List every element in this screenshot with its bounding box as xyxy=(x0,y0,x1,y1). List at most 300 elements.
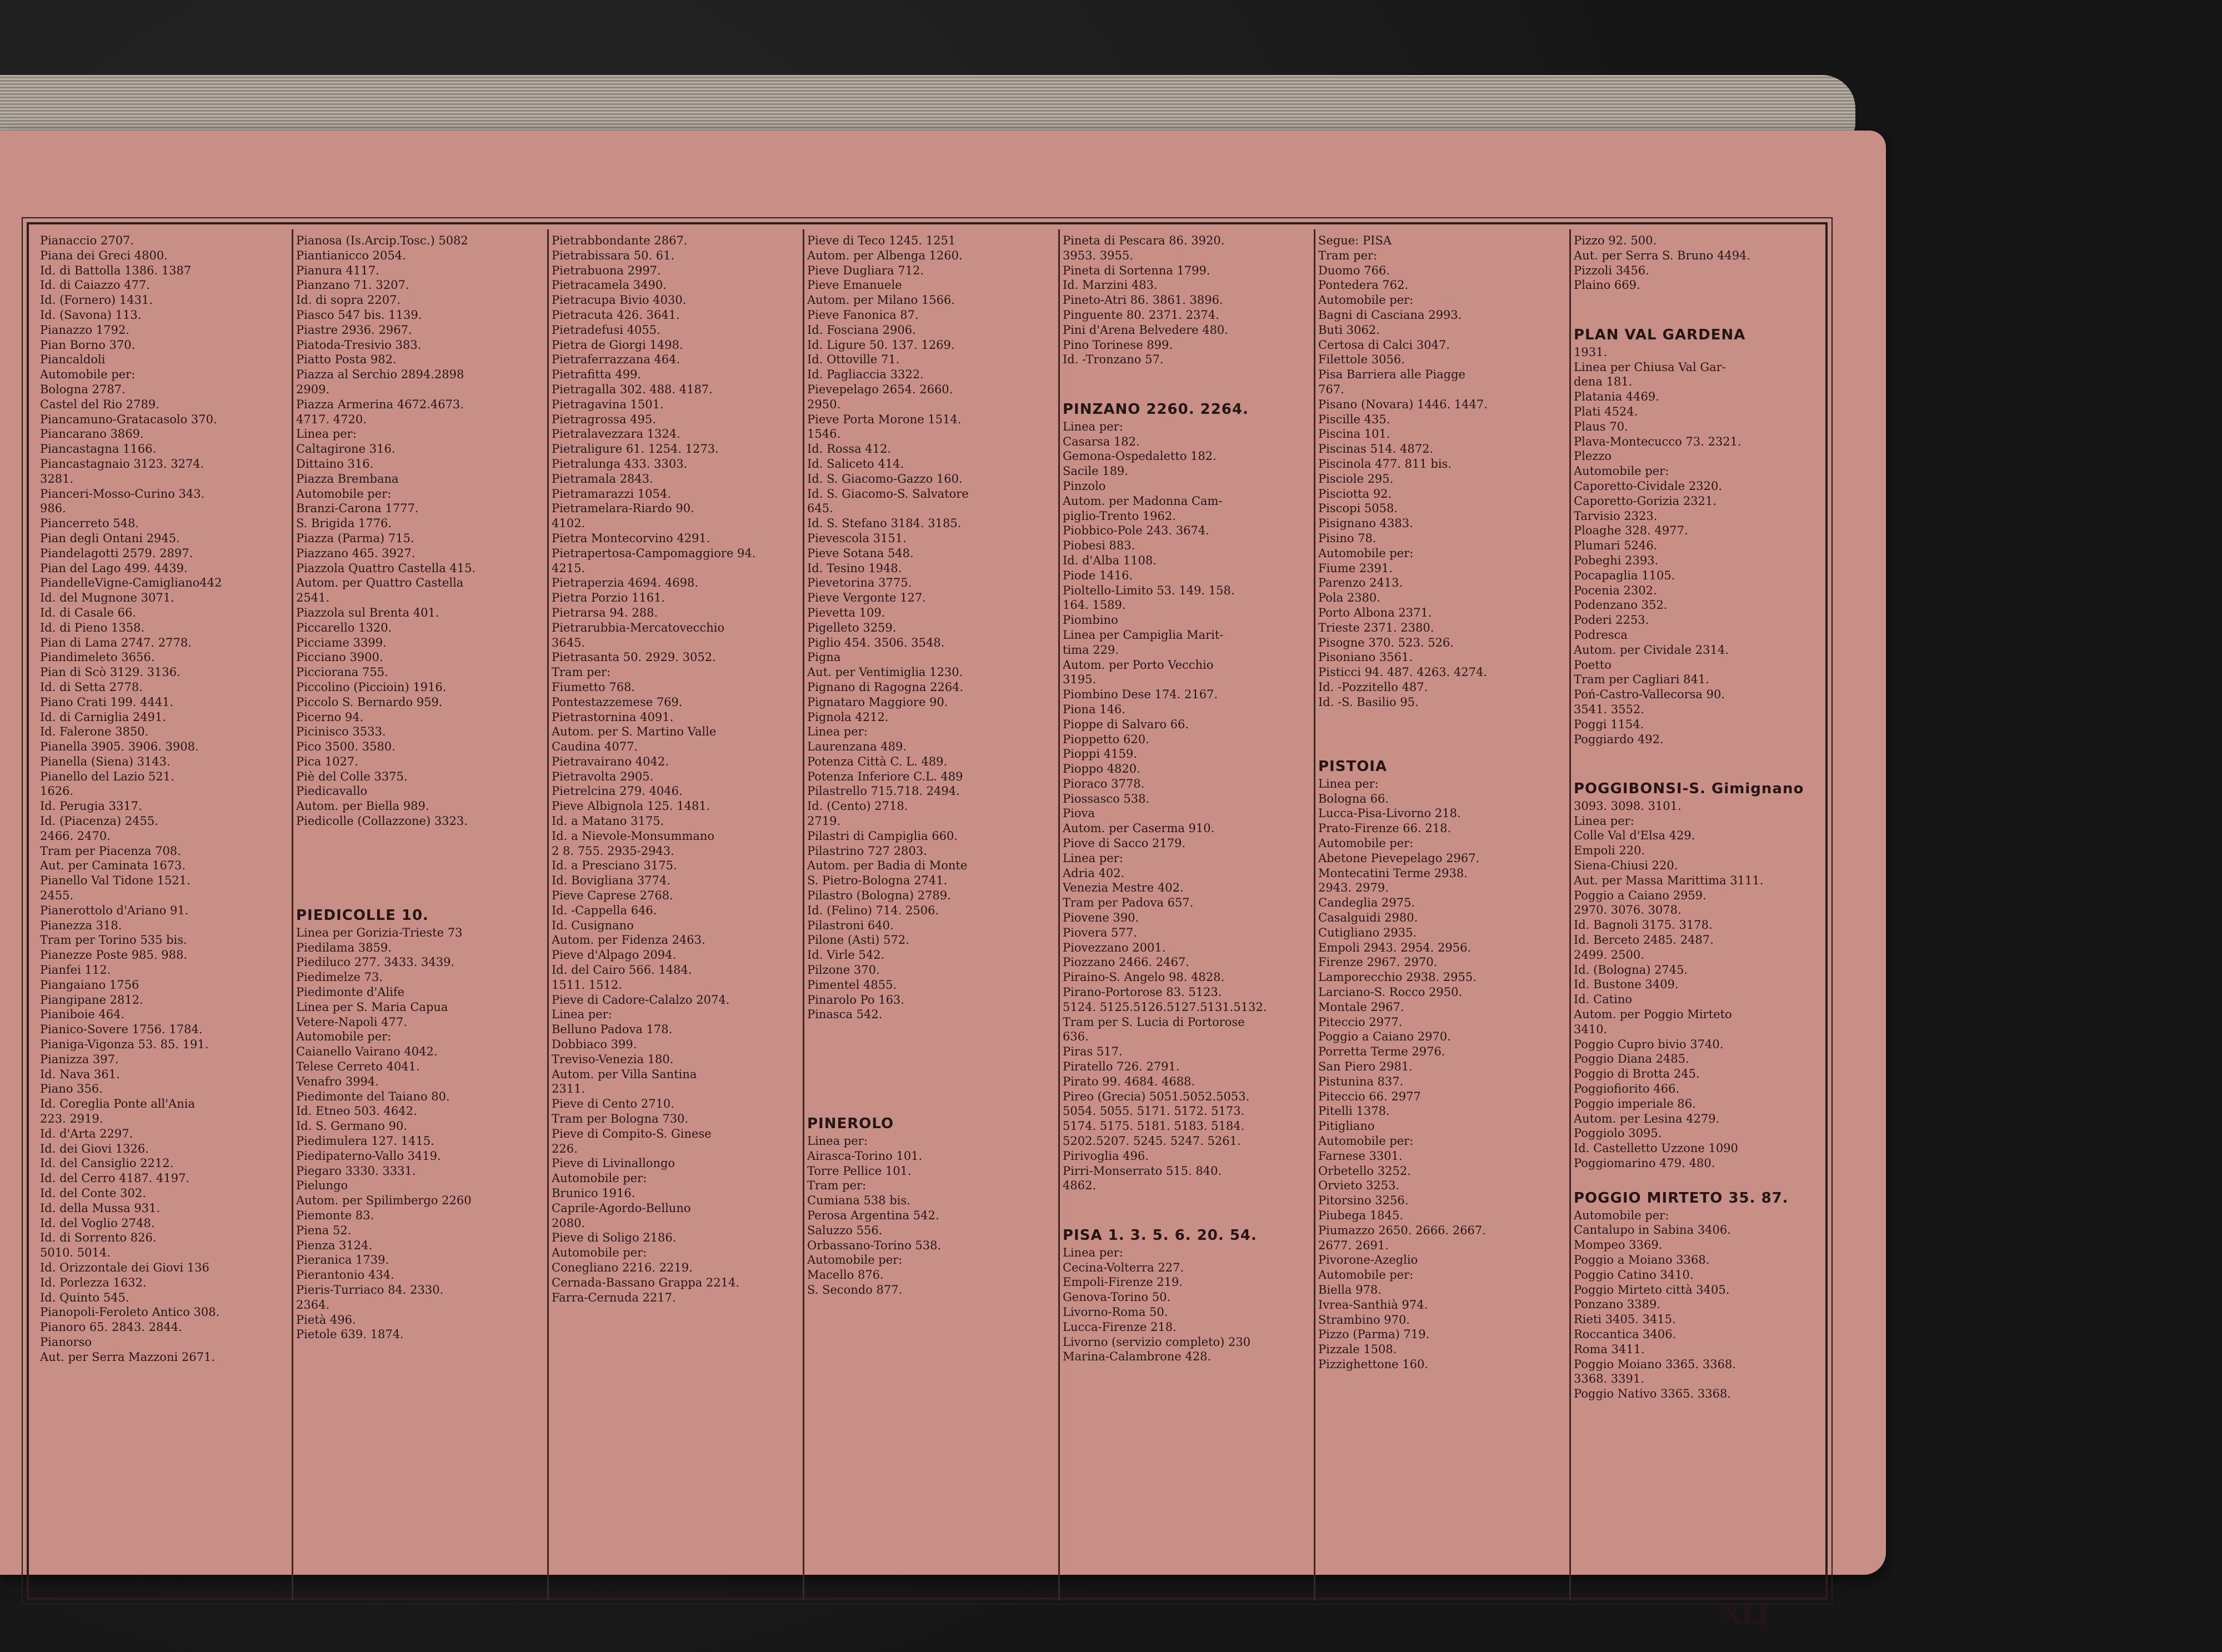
spacer xyxy=(296,844,545,859)
index-entry: Pioraco 3778. xyxy=(1063,777,1145,790)
index-entry: Pitelli 1378. xyxy=(1318,1104,1390,1118)
index-entry: Piozzano 2466. 2467. xyxy=(1063,955,1189,969)
index-entry: Tram per Cagliari 841. xyxy=(1574,673,1709,687)
index-entry: S. Pietro-Bologna 2741. xyxy=(807,874,948,888)
index-entry: Autom. per Villa Santina xyxy=(552,1067,697,1081)
index-entry: Picciame 3399. xyxy=(296,635,387,649)
index-entry: Poggio Catino 3410. xyxy=(1574,1268,1694,1281)
spacer xyxy=(807,1082,1056,1097)
index-entry: Pimentel 4855. xyxy=(807,978,897,992)
index-entry: 4215. xyxy=(552,561,585,575)
index-entry: Pietracamela 3490. xyxy=(552,278,667,292)
index-entry: Id. -S. Basilio 95. xyxy=(1318,695,1419,709)
index-entry: Pietrarubbia-Mercatovecchio xyxy=(552,620,725,634)
spacer xyxy=(1574,308,1823,323)
index-entry: Certosa di Calci 3047. xyxy=(1318,338,1450,352)
index-entry: 5010. 5014. xyxy=(40,1246,111,1260)
index-entry: Autom. per Badia di Monte xyxy=(807,859,968,873)
index-entry: Tram per Bologna 730. xyxy=(552,1112,689,1126)
index-entry: Piedimulera 127. 1415. xyxy=(296,1134,434,1148)
index-entry: Pontestazzemese 769. xyxy=(552,695,683,709)
index-entry: Piandimeleto 3656. xyxy=(40,650,155,664)
index-entry: Linea per Campiglia Marit- xyxy=(1063,628,1224,642)
index-entry: Pian di Scò 3129. 3136. xyxy=(40,665,181,679)
index-entry: 3368. 3391. xyxy=(1574,1372,1644,1386)
index-entry: Potenza Città C. L. 489. xyxy=(807,754,948,768)
index-entry: Pignataro Maggiore 90. xyxy=(807,695,948,709)
index-entry: Telese Cerreto 4041. xyxy=(296,1060,420,1074)
index-entry: Airasca-Torino 101. xyxy=(807,1149,923,1163)
index-entry: Linea per: xyxy=(1063,1245,1123,1259)
index-entry: Casarsa 182. xyxy=(1063,434,1140,448)
index-entry: Pianopoli-Feroleto Antico 308. xyxy=(40,1305,220,1319)
index-entry: Pievetorina 3775. xyxy=(807,576,912,590)
index-entry: 2080. xyxy=(552,1216,585,1230)
index-entry: Id. d'Alba 1108. xyxy=(1063,553,1157,567)
index-entry: Pietrapertosa-Campomaggiore 94. xyxy=(552,546,756,560)
index-entry: Linea per Gorizia-Trieste 73 xyxy=(296,925,463,939)
index-entry: Id. Nava 361. xyxy=(40,1067,120,1081)
index-entry: Id. Marzini 483. xyxy=(1063,278,1158,292)
index-entry: Id. (Fornero) 1431. xyxy=(40,293,153,307)
index-entry: Pocapaglia 1105. xyxy=(1574,568,1675,582)
index-entry: Aut. per Caminata 1673. xyxy=(40,859,186,873)
index-entry: Cecina-Volterra 227. xyxy=(1063,1260,1184,1274)
index-entry: Id. Falerone 3850. xyxy=(40,725,149,739)
index-entry: Pisano (Novara) 1446. 1447. xyxy=(1318,397,1488,411)
index-entry: Pianzano 71. 3207. xyxy=(296,278,409,292)
index-entry: Pieve di Compito-S. Ginese xyxy=(552,1127,712,1140)
index-entry: Automobile per: xyxy=(1318,546,1414,560)
section-heading: POGGIO MIRTETO 35. 87. xyxy=(1574,1189,1789,1207)
index-entry: 1931. xyxy=(1574,345,1608,359)
index-entry: Piteccio 66. 2977 xyxy=(1318,1089,1421,1103)
index-entry: Pioppe di Salvaro 66. xyxy=(1063,717,1189,731)
index-entry: 986. xyxy=(40,502,66,515)
index-entry: 3645. xyxy=(552,635,585,649)
index-entry: Pianella (Siena) 3143. xyxy=(40,754,171,768)
index-entry: Pigna xyxy=(807,650,841,664)
spacer xyxy=(1318,724,1567,739)
section-heading: POGGIBONSI-S. Gimignano xyxy=(1574,780,1804,797)
index-entry: Piè del Colle 3375. xyxy=(296,769,408,783)
index-entry: Id. di Pieno 1358. xyxy=(40,620,145,634)
column-5 xyxy=(1063,233,1312,1600)
index-entry: Id. del Mugnone 3071. xyxy=(40,591,174,605)
index-entry: Podenzano 352. xyxy=(1574,598,1668,612)
index-entry: Pirri-Monserrato 515. 840. xyxy=(1063,1164,1222,1178)
index-entry: Pieve Fanonica 87. xyxy=(807,308,919,322)
index-entry: Autom. per Lesina 4279. xyxy=(1574,1112,1720,1125)
index-entry: Caporetto-Gorizia 2321. xyxy=(1574,494,1717,508)
spacer xyxy=(807,1037,1056,1052)
index-entry: Pini d'Arena Belvedere 480. xyxy=(1063,323,1228,337)
index-entry: Id. (Piacenza) 2455. xyxy=(40,814,158,828)
index-entry: Pirivoglia 496. xyxy=(1063,1149,1149,1163)
index-entry: Pieve d'Alpago 2094. xyxy=(552,948,677,962)
index-entry: Piasco 547 bis. 1139. xyxy=(296,308,422,322)
index-entry: 2909. xyxy=(296,382,330,396)
index-entry: Tarvisio 2323. xyxy=(1574,509,1658,523)
index-entry: Pietrasanta 50. 2929. 3052. xyxy=(552,650,716,664)
index-entry: Pietragavina 1501. xyxy=(552,397,664,411)
section-heading: PINEROLO xyxy=(807,1115,894,1133)
index-entry: Pietrafitta 499. xyxy=(552,368,642,382)
index-entry: Pizzo 92. 500. xyxy=(1574,234,1657,247)
spacer xyxy=(1063,1208,1312,1223)
index-entry: Empoli 220. xyxy=(1574,844,1645,858)
index-entry: Farra-Cernuda 2217. xyxy=(552,1290,676,1304)
index-entry: Pievepelago 2654. 2660. xyxy=(807,382,953,396)
index-entry: Poggio Cupro bivio 3740. xyxy=(1574,1037,1724,1051)
index-entry: Id. Bustone 3409. xyxy=(1574,978,1679,992)
index-entry: Piccolo S. Bernardo 959. xyxy=(296,695,443,709)
index-entry: Farnese 3301. xyxy=(1318,1149,1403,1163)
index-entry: Piras 517. xyxy=(1063,1045,1123,1059)
index-entry: Livorno-Roma 50. xyxy=(1063,1305,1168,1319)
index-entry: Pianella 3905. 3906. 3908. xyxy=(40,740,199,754)
index-entry: Poggio Nativo 3365. 3368. xyxy=(1574,1387,1731,1401)
index-entry: Mompeo 3369. xyxy=(1574,1238,1663,1252)
index-entry: Lucca-Firenze 218. xyxy=(1063,1320,1177,1334)
index-entry: Piode 1416. xyxy=(1063,568,1133,582)
index-entry: Pitigliano xyxy=(1318,1119,1375,1133)
index-entry: Pietrabissara 50. 61. xyxy=(552,248,675,262)
index-entry: Pietrelcina 279. 4046. xyxy=(552,784,683,798)
index-entry: Piobbico-Pole 243. 3674. xyxy=(1063,524,1209,538)
index-entry: Pilzone 370. xyxy=(807,963,880,977)
index-entry: Pietragrossa 495. xyxy=(552,412,656,426)
index-entry: Id. Berceto 2485. 2487. xyxy=(1574,933,1714,947)
spacer xyxy=(1574,293,1823,308)
index-entry: Gemona-Ospedaletto 182. xyxy=(1063,449,1217,463)
index-entry: Pierantonio 434. xyxy=(296,1268,394,1282)
index-entry: Pietramala 2843. xyxy=(552,472,653,485)
index-entry: Caltagirone 316. xyxy=(296,442,396,456)
index-entry: Pianico-Sovere 1756. 1784. xyxy=(40,1023,203,1037)
index-entry: Pisciotta 92. xyxy=(1318,487,1392,500)
index-entry: Torre Pellice 101. xyxy=(807,1164,912,1178)
index-entry: Piazzola sul Brenta 401. xyxy=(296,605,439,619)
index-entry: Pineta di Pescara 86. 3920. xyxy=(1063,234,1225,247)
index-entry: Id. Ligure 50. 137. 1269. xyxy=(807,338,955,352)
index-entry: Montale 2967. xyxy=(1318,1000,1404,1014)
index-entry: Parenzo 2413. xyxy=(1318,576,1403,590)
index-entry: Id. S. Giacomo-S. Salvatore xyxy=(807,487,969,500)
index-entry: Automobile per: xyxy=(296,1030,392,1044)
index-entry: 3410. xyxy=(1574,1022,1608,1036)
index-entry: Pisogne 370. 523. 526. xyxy=(1318,635,1454,649)
index-entry: Piona 146. xyxy=(1063,702,1125,716)
index-entry: Piovera 577. xyxy=(1063,925,1137,939)
index-entry: Brunico 1916. xyxy=(552,1187,635,1200)
index-entry: Tram per Piacenza 708. xyxy=(40,844,181,858)
index-entry: Pietrabbondante 2867. xyxy=(552,234,688,247)
index-entry: Pineta di Sortenna 1799. xyxy=(1063,263,1210,277)
spacer xyxy=(807,1052,1056,1067)
index-entry: 1626. xyxy=(40,784,74,798)
index-entry: Piedilama 3859. xyxy=(296,940,392,954)
index-entry: Id. del Cansiglio 2212. xyxy=(40,1157,174,1170)
index-entry: Pianerottolo d'Ariano 91. xyxy=(40,903,189,917)
index-entry: Ivrea-Santhià 974. xyxy=(1318,1298,1428,1311)
index-entry: Aut. per Ventimiglia 1230. xyxy=(807,665,963,679)
index-entry: Poggio Mirteto città 3405. xyxy=(1574,1283,1730,1296)
index-entry: Picciano 3900. xyxy=(296,650,383,664)
index-entry: 5054. 5055. 5171. 5172. 5173. xyxy=(1063,1104,1245,1118)
index-entry: Pianura 4117. xyxy=(296,263,379,277)
index-entry: 164. 1589. xyxy=(1063,598,1126,612)
index-entry: Pianorso xyxy=(40,1335,92,1349)
index-entry: Pioltello-Limito 53. 149. 158. xyxy=(1063,583,1235,597)
index-entry: Picciorana 755. xyxy=(296,665,388,679)
index-entry: Automobile per: xyxy=(1574,464,1669,478)
index-entry: Pignola 4212. xyxy=(807,710,889,724)
index-entry: Ploaghe 328. 4977. xyxy=(1574,524,1688,538)
index-entry: Poggiolo 3095. xyxy=(1574,1127,1662,1140)
index-entry: Pola 2380. xyxy=(1318,591,1380,605)
index-entry: Venezia Mestre 402. xyxy=(1063,881,1184,895)
index-entry: Conegliano 2216. 2219. xyxy=(552,1260,693,1274)
index-entry: Candeglia 2975. xyxy=(1318,896,1415,910)
section-heading: PISTOIA xyxy=(1318,758,1388,775)
index-entry: Piova xyxy=(1063,807,1095,820)
index-entry: Pielungo xyxy=(296,1179,348,1193)
index-entry: S. Brigida 1776. xyxy=(296,517,392,530)
index-entry: Dittaino 316. xyxy=(296,457,374,470)
index-entry: Piandelagotti 2579. 2897. xyxy=(40,546,193,560)
index-entry: Cantalupo in Sabina 3406. xyxy=(1574,1223,1731,1237)
index-entry: Id. a Presciano 3175. xyxy=(552,859,677,873)
column-3 xyxy=(552,233,800,1600)
index-entry: Pilone (Asti) 572. xyxy=(807,933,909,947)
index-entry: 2943. 2979. xyxy=(1318,881,1389,895)
index-entry: Pieve di Soligo 2186. xyxy=(552,1231,677,1245)
index-entry: Id. -Pozzitello 487. xyxy=(1318,680,1428,694)
index-entry: Podresca xyxy=(1574,628,1628,642)
index-entry: Pinasca 542. xyxy=(807,1008,883,1022)
index-entry: Pistunina 837. xyxy=(1318,1074,1404,1088)
index-entry: Pisciole 295. xyxy=(1318,472,1394,485)
index-entry: Filettole 3056. xyxy=(1318,353,1405,367)
index-entry: Piancarano 3869. xyxy=(40,427,144,441)
index-entry: Piena 52. xyxy=(296,1223,352,1237)
index-entry: Plezzo xyxy=(1574,449,1612,463)
index-entry: 4102. xyxy=(552,517,585,530)
index-entry: Autom. per Quattro Castella xyxy=(296,576,464,590)
index-entry: Duomo 766. xyxy=(1318,263,1390,277)
index-entry: Pilastroni 640. xyxy=(807,918,894,932)
index-entry: Autom. per Madonna Cam- xyxy=(1063,494,1223,508)
index-entry: 2466. 2470. xyxy=(40,829,111,843)
index-entry: Piancastagna 1166. xyxy=(40,442,157,456)
column-divider xyxy=(803,229,804,1600)
index-entry: Automobile per: xyxy=(1318,1268,1414,1282)
index-entry: Genova-Torino 50. xyxy=(1063,1290,1171,1304)
section-heading: PINZANO 2260. 2264. xyxy=(1063,401,1249,418)
index-entry: Pieve di Teco 1245. 1251 xyxy=(807,234,956,247)
index-entry: Id. S. Germano 90. xyxy=(296,1119,407,1133)
index-entry: Pisignano 4383. xyxy=(1318,517,1413,530)
index-entry: Pieve di Livinallongo xyxy=(552,1157,675,1170)
spacer xyxy=(1574,747,1823,762)
index-entry: Aut. per Serra S. Bruno 4494. xyxy=(1574,248,1751,262)
index-entry: Piangipane 2812. xyxy=(40,993,143,1007)
index-entry: dena 181. xyxy=(1574,375,1633,389)
index-entry: Poderi 2253. xyxy=(1574,613,1649,627)
index-entry: Piscinas 514. 4872. xyxy=(1318,442,1434,456)
index-entry: Id. Castelletto Uzzone 1090 xyxy=(1574,1142,1738,1155)
index-entry: Piscinola 477. 811 bis. xyxy=(1318,457,1452,470)
index-entry: Piraino-S. Angelo 98. 4828. xyxy=(1063,970,1225,984)
index-entry: Roma 3411. xyxy=(1574,1342,1645,1356)
index-entry: Piatoda-Tresivio 383. xyxy=(296,338,422,352)
index-entry: Automobile per: xyxy=(552,1172,647,1185)
index-entry: Platania 4469. xyxy=(1574,390,1659,404)
index-entry: Pietradefusi 4055. xyxy=(552,323,660,337)
index-entry: Piazzano 465. 3927. xyxy=(296,546,416,560)
index-entry: Pobeghi 2393. xyxy=(1574,553,1659,567)
index-entry: Marina-Calambrone 428. xyxy=(1063,1350,1212,1364)
index-entry: Piscopi 5058. xyxy=(1318,502,1398,515)
index-entry: Caprile-Agordo-Belluno xyxy=(552,1201,691,1215)
index-entry: 5174. 5175. 5181. 5183. 5184. xyxy=(1063,1119,1245,1133)
index-entry: Pietrarsa 94. 288. xyxy=(552,605,658,619)
index-entry: Colle Val d'Elsa 429. xyxy=(1574,829,1695,843)
index-entry: Potenza Inferiore C.L. 489 xyxy=(807,769,963,783)
index-entry: Tram per Torino 535 bis. xyxy=(40,933,187,947)
index-entry: Pian di Lama 2747. 2778. xyxy=(40,635,192,649)
column-6 xyxy=(1318,233,1567,1600)
index-entry: Id. Saliceto 414. xyxy=(807,457,904,470)
index-entry: Pianazzo 1792. xyxy=(40,323,129,337)
index-entry: Piangaiano 1756 xyxy=(40,978,139,992)
index-entry: Piccolino (Piccioin) 1916. xyxy=(296,680,447,694)
index-entry: Automobile per: xyxy=(296,487,392,500)
index-entry: Livorno (servizio completo) 230 xyxy=(1063,1335,1251,1349)
index-entry: Pietramarazzi 1054. xyxy=(552,487,671,500)
index-entry: Piediluco 277. 3433. 3439. xyxy=(296,955,455,969)
index-entry: Picerno 94. xyxy=(296,710,364,724)
index-entry: Poggio a Moiano 3368. xyxy=(1574,1253,1710,1266)
index-entry: Id. Rossa 412. xyxy=(807,442,892,456)
index-entry: Linea per Chiusa Val Gar- xyxy=(1574,360,1726,374)
index-entry: Piscille 435. xyxy=(1318,412,1390,426)
index-entry: Pinzolo xyxy=(1063,479,1106,493)
index-entry: Poń-Castro-Vallecorsa 90. xyxy=(1574,688,1725,702)
index-entry: Pievetta 109. xyxy=(807,605,885,619)
index-entry: Pietrastornina 4091. xyxy=(552,710,674,724)
index-entry: Siena-Chiusi 220. xyxy=(1574,859,1678,873)
index-entry: Id. di Battolla 1386. 1387 xyxy=(40,263,192,277)
index-entry: Pienza 3124. xyxy=(296,1238,373,1252)
index-entry: Plava-Montecucco 73. 2321. xyxy=(1574,434,1741,448)
index-entry: Pilastrello 715.718. 2494. xyxy=(807,784,960,798)
index-entry: Larciano-S. Rocco 2950. xyxy=(1318,985,1463,999)
index-entry: Piastre 2936. 2967. xyxy=(296,323,412,337)
index-entry: Pianello Val Tidone 1521. xyxy=(40,874,191,888)
index-entry: Pianello del Lazio 521. xyxy=(40,769,174,783)
index-entry: Piobesi 883. xyxy=(1063,539,1135,553)
spacer xyxy=(1318,739,1567,754)
index-entry: 5202.5207. 5245. 5247. 5261. xyxy=(1063,1134,1241,1148)
index-entry: Castel del Rio 2789. xyxy=(40,397,159,411)
index-entry: Lucca-Pisa-Livorno 218. xyxy=(1318,807,1461,820)
index-entry: Porretta Terme 2976. xyxy=(1318,1045,1445,1059)
index-entry: 3281. xyxy=(40,472,74,485)
index-entry: Cernada-Bassano Grappa 2214. xyxy=(552,1275,740,1289)
index-entry: Id. S. Stefano 3184. 3185. xyxy=(807,517,962,530)
index-entry: Id. Coreglia Ponte all'Ania xyxy=(40,1097,195,1111)
index-entry: Id. Virle 542. xyxy=(807,948,885,962)
index-entry: Pizzale 1508. xyxy=(1318,1343,1397,1356)
section-heading: PISA 1. 3. 5. 6. 20. 54. xyxy=(1063,1227,1257,1244)
index-entry: 2311. xyxy=(552,1082,585,1096)
index-entry: Fiume 2391. xyxy=(1318,561,1393,575)
column-4 xyxy=(807,233,1056,1600)
index-entry: Piove di Sacco 2179. xyxy=(1063,837,1186,850)
index-entry: 5124. 5125.5126.5127.5131.5132. xyxy=(1063,1000,1267,1014)
index-entry: Pietraperzia 4694. 4698. xyxy=(552,576,699,590)
index-entry: Pietra de Giorgi 1498. xyxy=(552,338,683,352)
index-entry: Piteccio 2977. xyxy=(1318,1015,1403,1029)
spacer xyxy=(1063,367,1312,382)
index-entry: Pirato 99. 4684. 4688. xyxy=(1063,1074,1195,1088)
index-entry: Automobile per: xyxy=(807,1253,903,1267)
column-2 xyxy=(296,233,545,1600)
index-entry: Plati 4524. xyxy=(1574,404,1638,418)
index-entry: Pieve Porta Morone 1514. xyxy=(807,412,962,426)
index-entry: Cumiana 538 bis. xyxy=(807,1194,910,1208)
index-entry: Linea per: xyxy=(807,725,868,739)
column-divider xyxy=(547,229,549,1600)
index-entry: Pieve Dugliara 712. xyxy=(807,263,924,277)
index-entry: 2 8. 755. 2935-2943. xyxy=(552,844,674,858)
index-entry: Pietracuta 426. 3641. xyxy=(552,308,680,322)
index-entry: 2677. 2691. xyxy=(1318,1238,1389,1252)
index-entry: Pinarolo Po 163. xyxy=(807,993,904,1007)
index-entry: Linea per: xyxy=(1318,777,1379,790)
index-entry: Piano 356. xyxy=(40,1082,103,1096)
index-entry: Roccantica 3406. xyxy=(1574,1327,1676,1341)
index-entry: Vetere-Napoli 477. xyxy=(296,1015,407,1029)
index-entry: Piedicolle (Collazzone) 3323. xyxy=(296,814,468,828)
index-entry: Id. Porlezza 1632. xyxy=(40,1275,147,1289)
index-entry: Bologna 2787. xyxy=(40,382,126,396)
index-entry: Piscina 101. xyxy=(1318,427,1390,441)
index-entry: Pilastrino 727 2803. xyxy=(807,844,927,858)
index-entry: San Piero 2981. xyxy=(1318,1060,1413,1074)
index-entry: Poggio Diana 2485. xyxy=(1574,1052,1689,1066)
index-entry: Pitorsino 3256. xyxy=(1318,1194,1409,1208)
index-entry: Pian degli Ontani 2945. xyxy=(40,531,180,545)
index-entry: Pisoniano 3561. xyxy=(1318,650,1413,664)
index-entry: Pieve Sotana 548. xyxy=(807,546,914,560)
index-entry: Perosa Argentina 542. xyxy=(807,1209,939,1222)
index-entry: Poggio Moiano 3365. 3368. xyxy=(1574,1357,1736,1371)
index-entry: Piancaldoli xyxy=(40,353,106,367)
index-entry: 4717. 4720. xyxy=(296,412,367,426)
index-entry: Pietà 496. xyxy=(296,1313,356,1326)
index-entry: Id. a Matano 3175. xyxy=(552,814,664,828)
index-entry: Poggiardo 492. xyxy=(1574,732,1664,746)
index-entry: Pilastro (Bologna) 2789. xyxy=(807,889,951,903)
column-divider xyxy=(1058,229,1060,1600)
index-entry: 2719. xyxy=(807,814,841,828)
index-entry: Id. Bovigliana 3774. xyxy=(552,874,670,888)
index-entry: Pilastri di Campiglia 660. xyxy=(807,829,958,843)
index-entry: Pianosa (Is.Arcip.Tosc.) 5082 xyxy=(296,234,468,247)
